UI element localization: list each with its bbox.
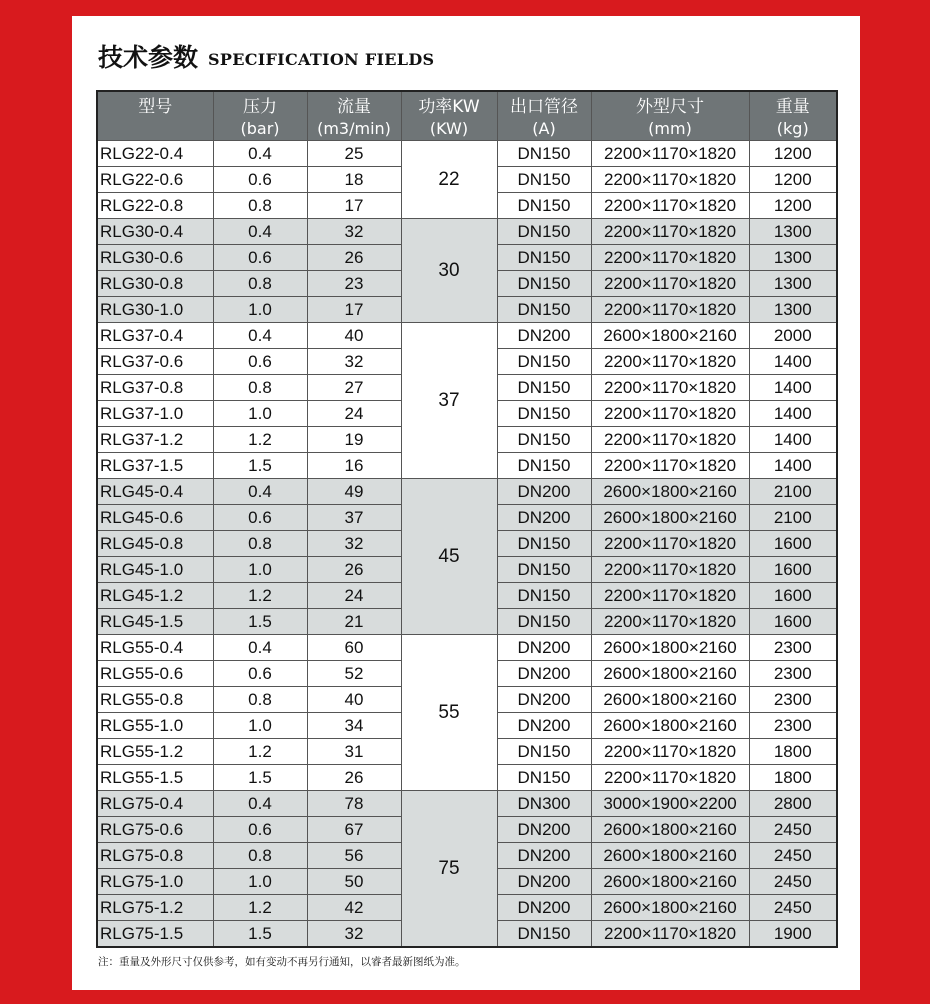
flow-cell: 49 bbox=[307, 479, 401, 505]
outlet-cell: DN200 bbox=[497, 635, 591, 661]
outlet-cell: DN150 bbox=[497, 193, 591, 219]
model-cell: RLG75-0.6 bbox=[97, 817, 213, 843]
flow-cell: 23 bbox=[307, 271, 401, 297]
dims-cell: 2200×1170×1820 bbox=[591, 349, 749, 375]
dims-cell: 2600×1800×2160 bbox=[591, 817, 749, 843]
dims-cell: 2600×1800×2160 bbox=[591, 323, 749, 349]
outlet-cell: DN150 bbox=[497, 401, 591, 427]
dims-cell: 2600×1800×2160 bbox=[591, 843, 749, 869]
pressure-cell: 1.2 bbox=[213, 895, 307, 921]
dims-cell: 2600×1800×2160 bbox=[591, 505, 749, 531]
flow-cell: 50 bbox=[307, 869, 401, 895]
dims-cell: 2600×1800×2160 bbox=[591, 713, 749, 739]
flow-cell: 27 bbox=[307, 375, 401, 401]
outlet-cell: DN200 bbox=[497, 869, 591, 895]
flow-cell: 78 bbox=[307, 791, 401, 817]
model-cell: RLG37-0.6 bbox=[97, 349, 213, 375]
weight-cell: 1200 bbox=[749, 193, 837, 219]
model-cell: RLG37-1.2 bbox=[97, 427, 213, 453]
weight-cell: 1600 bbox=[749, 609, 837, 635]
model-cell: RLG37-1.5 bbox=[97, 453, 213, 479]
flow-cell: 32 bbox=[307, 219, 401, 245]
weight-cell: 1400 bbox=[749, 349, 837, 375]
table-row bbox=[97, 141, 837, 167]
pressure-cell: 0.4 bbox=[213, 479, 307, 505]
pressure-cell: 0.8 bbox=[213, 271, 307, 297]
flow-cell: 26 bbox=[307, 765, 401, 791]
outlet-cell: DN150 bbox=[497, 557, 591, 583]
pressure-cell: 1.2 bbox=[213, 739, 307, 765]
outlet-cell: DN150 bbox=[497, 739, 591, 765]
table-row bbox=[97, 791, 837, 817]
outlet-cell: DN200 bbox=[497, 323, 591, 349]
col-pressure-header: 压力 bbox=[213, 91, 307, 117]
outlet-cell: DN150 bbox=[497, 167, 591, 193]
col-model-unit bbox=[97, 117, 213, 141]
outlet-cell: DN200 bbox=[497, 895, 591, 921]
table-row bbox=[97, 323, 837, 349]
outlet-cell: DN300 bbox=[497, 791, 591, 817]
flow-cell: 31 bbox=[307, 739, 401, 765]
model-cell: RLG30-0.8 bbox=[97, 271, 213, 297]
dims-cell: 2600×1800×2160 bbox=[591, 687, 749, 713]
col-outlet-header: 出口管径 bbox=[497, 91, 591, 117]
pressure-cell: 1.5 bbox=[213, 765, 307, 791]
model-cell: RLG30-0.4 bbox=[97, 219, 213, 245]
pressure-cell: 0.6 bbox=[213, 661, 307, 687]
outlet-cell: DN150 bbox=[497, 583, 591, 609]
outlet-cell: DN150 bbox=[497, 219, 591, 245]
weight-cell: 2300 bbox=[749, 635, 837, 661]
model-cell: RLG55-0.8 bbox=[97, 687, 213, 713]
dims-cell: 2200×1170×1820 bbox=[591, 557, 749, 583]
flow-cell: 19 bbox=[307, 427, 401, 453]
outlet-cell: DN150 bbox=[497, 297, 591, 323]
weight-cell: 1300 bbox=[749, 271, 837, 297]
model-cell: RLG55-0.6 bbox=[97, 661, 213, 687]
model-cell: RLG45-1.5 bbox=[97, 609, 213, 635]
model-cell: RLG22-0.6 bbox=[97, 167, 213, 193]
col-flow-unit: (m3/min) bbox=[307, 117, 401, 141]
dims-cell: 2200×1170×1820 bbox=[591, 401, 749, 427]
weight-cell: 2300 bbox=[749, 661, 837, 687]
dims-cell: 2200×1170×1820 bbox=[591, 531, 749, 557]
model-cell: RLG75-1.5 bbox=[97, 921, 213, 948]
weight-cell: 2300 bbox=[749, 713, 837, 739]
pressure-cell: 0.6 bbox=[213, 349, 307, 375]
flow-cell: 32 bbox=[307, 349, 401, 375]
model-cell: RLG75-0.4 bbox=[97, 791, 213, 817]
pressure-cell: 1.0 bbox=[213, 401, 307, 427]
weight-cell: 2450 bbox=[749, 817, 837, 843]
weight-cell: 1400 bbox=[749, 453, 837, 479]
pressure-cell: 0.6 bbox=[213, 167, 307, 193]
model-cell: RLG30-1.0 bbox=[97, 297, 213, 323]
pressure-cell: 0.6 bbox=[213, 505, 307, 531]
dims-cell: 3000×1900×2200 bbox=[591, 791, 749, 817]
outlet-cell: DN200 bbox=[497, 505, 591, 531]
weight-cell: 1800 bbox=[749, 739, 837, 765]
flow-cell: 21 bbox=[307, 609, 401, 635]
flow-cell: 24 bbox=[307, 401, 401, 427]
outlet-cell: DN200 bbox=[497, 713, 591, 739]
model-cell: RLG37-0.8 bbox=[97, 375, 213, 401]
weight-cell: 2100 bbox=[749, 505, 837, 531]
outlet-cell: DN150 bbox=[497, 765, 591, 791]
outlet-cell: DN150 bbox=[497, 427, 591, 453]
col-weight-unit: (kg) bbox=[749, 117, 837, 141]
dims-cell: 2200×1170×1820 bbox=[591, 609, 749, 635]
flow-cell: 32 bbox=[307, 531, 401, 557]
model-cell: RLG45-0.8 bbox=[97, 531, 213, 557]
flow-cell: 16 bbox=[307, 453, 401, 479]
outlet-cell: DN150 bbox=[497, 271, 591, 297]
pressure-cell: 0.6 bbox=[213, 817, 307, 843]
dims-cell: 2200×1170×1820 bbox=[591, 427, 749, 453]
header-row-units bbox=[97, 117, 837, 141]
pressure-cell: 1.0 bbox=[213, 713, 307, 739]
outlet-cell: DN200 bbox=[497, 661, 591, 687]
flow-cell: 17 bbox=[307, 193, 401, 219]
power-cell: 75 bbox=[401, 791, 497, 948]
weight-cell: 1400 bbox=[749, 375, 837, 401]
pressure-cell: 1.2 bbox=[213, 583, 307, 609]
table-row bbox=[97, 219, 837, 245]
model-cell: RLG22-0.4 bbox=[97, 141, 213, 167]
flow-cell: 40 bbox=[307, 323, 401, 349]
power-cell: 37 bbox=[401, 323, 497, 479]
col-power-header: 功率KW bbox=[401, 91, 497, 117]
model-cell: RLG22-0.8 bbox=[97, 193, 213, 219]
flow-cell: 24 bbox=[307, 583, 401, 609]
title-cn: 技术参数 bbox=[98, 43, 199, 72]
flow-cell: 18 bbox=[307, 167, 401, 193]
dims-cell: 2200×1170×1820 bbox=[591, 453, 749, 479]
pressure-cell: 0.8 bbox=[213, 193, 307, 219]
dims-cell: 2200×1170×1820 bbox=[591, 219, 749, 245]
col-dims-unit: (mm) bbox=[591, 117, 749, 141]
flow-cell: 34 bbox=[307, 713, 401, 739]
weight-cell: 1300 bbox=[749, 219, 837, 245]
weight-cell: 2100 bbox=[749, 479, 837, 505]
weight-cell: 1900 bbox=[749, 921, 837, 948]
pressure-cell: 0.4 bbox=[213, 791, 307, 817]
model-cell: RLG55-1.0 bbox=[97, 713, 213, 739]
flow-cell: 25 bbox=[307, 141, 401, 167]
outlet-cell: DN150 bbox=[497, 531, 591, 557]
outlet-cell: DN150 bbox=[497, 349, 591, 375]
pressure-cell: 0.4 bbox=[213, 323, 307, 349]
model-cell: RLG45-1.0 bbox=[97, 557, 213, 583]
pressure-cell: 0.4 bbox=[213, 219, 307, 245]
flow-cell: 17 bbox=[307, 297, 401, 323]
flow-cell: 26 bbox=[307, 557, 401, 583]
weight-cell: 2800 bbox=[749, 791, 837, 817]
weight-cell: 2450 bbox=[749, 843, 837, 869]
dims-cell: 2200×1170×1820 bbox=[591, 141, 749, 167]
model-cell: RLG55-0.4 bbox=[97, 635, 213, 661]
model-cell: RLG55-1.5 bbox=[97, 765, 213, 791]
model-cell: RLG37-0.4 bbox=[97, 323, 213, 349]
weight-cell: 1300 bbox=[749, 245, 837, 271]
pressure-cell: 1.0 bbox=[213, 557, 307, 583]
flow-cell: 56 bbox=[307, 843, 401, 869]
model-cell: RLG45-0.6 bbox=[97, 505, 213, 531]
outlet-cell: DN150 bbox=[497, 453, 591, 479]
outlet-cell: DN200 bbox=[497, 687, 591, 713]
col-weight-header: 重量 bbox=[749, 91, 837, 117]
outlet-cell: DN200 bbox=[497, 479, 591, 505]
model-cell: RLG45-0.4 bbox=[97, 479, 213, 505]
dims-cell: 2200×1170×1820 bbox=[591, 739, 749, 765]
weight-cell: 2000 bbox=[749, 323, 837, 349]
outlet-cell: DN200 bbox=[497, 817, 591, 843]
dims-cell: 2200×1170×1820 bbox=[591, 375, 749, 401]
weight-cell: 1400 bbox=[749, 427, 837, 453]
spec-panel bbox=[72, 16, 860, 990]
flow-cell: 42 bbox=[307, 895, 401, 921]
pressure-cell: 1.0 bbox=[213, 297, 307, 323]
weight-cell: 1300 bbox=[749, 297, 837, 323]
outlet-cell: DN150 bbox=[497, 921, 591, 948]
dims-cell: 2600×1800×2160 bbox=[591, 869, 749, 895]
pressure-cell: 0.8 bbox=[213, 687, 307, 713]
flow-cell: 60 bbox=[307, 635, 401, 661]
pressure-cell: 1.5 bbox=[213, 609, 307, 635]
weight-cell: 1600 bbox=[749, 531, 837, 557]
weight-cell: 1600 bbox=[749, 557, 837, 583]
outlet-cell: DN150 bbox=[497, 609, 591, 635]
pressure-cell: 0.8 bbox=[213, 531, 307, 557]
pressure-cell: 1.5 bbox=[213, 453, 307, 479]
spec-table bbox=[96, 90, 838, 948]
col-power-unit: (KW) bbox=[401, 117, 497, 141]
dims-cell: 2600×1800×2160 bbox=[591, 479, 749, 505]
pressure-cell: 0.8 bbox=[213, 843, 307, 869]
col-flow-header: 流量 bbox=[307, 91, 401, 117]
col-pressure-unit: (bar) bbox=[213, 117, 307, 141]
col-outlet-unit: (A) bbox=[497, 117, 591, 141]
pressure-cell: 0.8 bbox=[213, 375, 307, 401]
weight-cell: 1800 bbox=[749, 765, 837, 791]
weight-cell: 2450 bbox=[749, 869, 837, 895]
model-cell: RLG55-1.2 bbox=[97, 739, 213, 765]
title-en: SPECIFICATION FIELDS bbox=[208, 49, 435, 69]
dims-cell: 2200×1170×1820 bbox=[591, 921, 749, 948]
flow-cell: 26 bbox=[307, 245, 401, 271]
col-model-header: 型号 bbox=[97, 91, 213, 117]
outlet-cell: DN150 bbox=[497, 375, 591, 401]
model-cell: RLG75-1.0 bbox=[97, 869, 213, 895]
flow-cell: 52 bbox=[307, 661, 401, 687]
table-row bbox=[97, 479, 837, 505]
flow-cell: 67 bbox=[307, 817, 401, 843]
weight-cell: 1600 bbox=[749, 583, 837, 609]
pressure-cell: 1.2 bbox=[213, 427, 307, 453]
table-row bbox=[97, 635, 837, 661]
dims-cell: 2200×1170×1820 bbox=[591, 193, 749, 219]
flow-cell: 32 bbox=[307, 921, 401, 948]
power-cell: 45 bbox=[401, 479, 497, 635]
weight-cell: 1200 bbox=[749, 167, 837, 193]
footnote: 注：重量及外形尺寸仅供参考，如有变动不再另行通知，以睿者最新图纸为准。 bbox=[98, 956, 466, 968]
weight-cell: 1200 bbox=[749, 141, 837, 167]
page-title bbox=[98, 38, 434, 74]
pressure-cell: 0.4 bbox=[213, 635, 307, 661]
weight-cell: 2300 bbox=[749, 687, 837, 713]
model-cell: RLG45-1.2 bbox=[97, 583, 213, 609]
header-row-names bbox=[97, 91, 837, 117]
dims-cell: 2600×1800×2160 bbox=[591, 635, 749, 661]
dims-cell: 2200×1170×1820 bbox=[591, 271, 749, 297]
weight-cell: 2450 bbox=[749, 895, 837, 921]
model-cell: RLG30-0.6 bbox=[97, 245, 213, 271]
dims-cell: 2200×1170×1820 bbox=[591, 765, 749, 791]
flow-cell: 37 bbox=[307, 505, 401, 531]
dims-cell: 2200×1170×1820 bbox=[591, 167, 749, 193]
weight-cell: 1400 bbox=[749, 401, 837, 427]
pressure-cell: 1.0 bbox=[213, 869, 307, 895]
outlet-cell: DN150 bbox=[497, 245, 591, 271]
outlet-cell: DN200 bbox=[497, 843, 591, 869]
pressure-cell: 1.5 bbox=[213, 921, 307, 948]
spec-table-body bbox=[97, 141, 837, 948]
pressure-cell: 0.4 bbox=[213, 141, 307, 167]
model-cell: RLG37-1.0 bbox=[97, 401, 213, 427]
power-cell: 30 bbox=[401, 219, 497, 323]
model-cell: RLG75-1.2 bbox=[97, 895, 213, 921]
flow-cell: 40 bbox=[307, 687, 401, 713]
power-cell: 55 bbox=[401, 635, 497, 791]
dims-cell: 2200×1170×1820 bbox=[591, 297, 749, 323]
dims-cell: 2200×1170×1820 bbox=[591, 245, 749, 271]
model-cell: RLG75-0.8 bbox=[97, 843, 213, 869]
outlet-cell: DN150 bbox=[497, 141, 591, 167]
dims-cell: 2600×1800×2160 bbox=[591, 895, 749, 921]
dims-cell: 2600×1800×2160 bbox=[591, 661, 749, 687]
power-cell: 22 bbox=[401, 141, 497, 219]
col-dims-header: 外型尺寸 bbox=[591, 91, 749, 117]
pressure-cell: 0.6 bbox=[213, 245, 307, 271]
dims-cell: 2200×1170×1820 bbox=[591, 583, 749, 609]
